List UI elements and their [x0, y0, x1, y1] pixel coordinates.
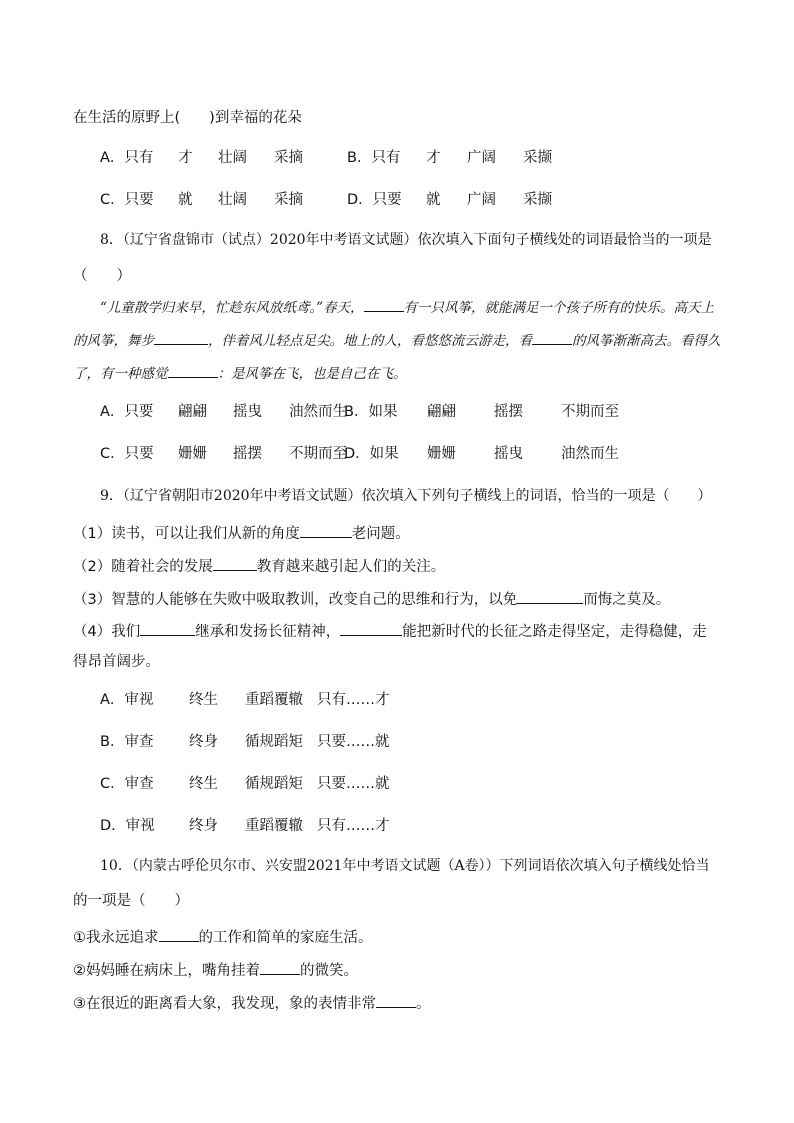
fill-blank[interactable] — [517, 589, 583, 604]
passage-text: 的风筝渐渐高去。看得久了，有一种感觉 — [73, 333, 721, 382]
option-word: 只要……就 — [317, 734, 390, 750]
passage-text: ：是风筝在飞，也是自己在飞。 — [217, 366, 407, 382]
passage-text: 有一只风筝，就能满足一个孩子所有的快乐。高天上的风筝，舞步 — [73, 300, 715, 349]
option-word: 只有……才 — [317, 818, 390, 834]
sentence-text: （3）智慧的人能够在失败中吸取教训，改变自己的思维和行为，以免 — [73, 592, 518, 608]
option-word: 重蹈覆辙 — [245, 818, 303, 834]
option-word: 摇曳 — [494, 446, 523, 462]
sentence-text: 。 — [416, 996, 431, 1012]
sentence-text: 能把新时代的长征之路走得坚定，走得稳健，走 — [402, 624, 707, 640]
sentence-text: 教育越来越引起人们的关注。 — [256, 559, 446, 575]
option-word: 终身 — [189, 818, 218, 834]
q10-sentence-3 — [73, 993, 431, 1014]
sentence-text: 老问题。 — [351, 526, 410, 542]
option-word: 采撷 — [523, 150, 552, 166]
option-word: 壮阔 — [218, 150, 247, 166]
option-label: C．只要 — [100, 446, 154, 462]
fill-blank[interactable] — [376, 993, 416, 1008]
sentence-text: ②妈妈睡在病床上，嘴角挂着 — [73, 963, 260, 979]
option-word: 翩翩 — [178, 404, 207, 420]
q10-sentence-1 — [73, 927, 373, 948]
option-label: A．审视 — [100, 692, 154, 708]
option-label: C．审查 — [100, 776, 154, 792]
option-word: 摇曳 — [233, 404, 262, 420]
option-word: 终身 — [189, 734, 218, 750]
fill-blank[interactable] — [213, 556, 257, 571]
q9-sentence-2 — [73, 556, 445, 577]
option-word: 重蹈覆辙 — [245, 692, 303, 708]
option-word: 油然而生 — [289, 404, 347, 420]
q7-stem-tail: 在生活的原野上( )到幸福的花朵 — [73, 110, 302, 126]
fill-blank[interactable] — [154, 330, 208, 345]
option-label: B．如果 — [344, 404, 398, 420]
option-label: C．只要 — [100, 192, 154, 208]
passage-text: “儿童散学归来早，忙趁东风放纸鸢。”春天， — [100, 300, 364, 316]
fill-blank[interactable] — [340, 621, 402, 636]
option-word: 终生 — [189, 692, 218, 708]
option-word: 壮阔 — [218, 192, 247, 208]
option-word: 不期而至 — [561, 404, 619, 420]
option-label: B．审查 — [100, 734, 154, 750]
q10-stem-cont: 的一项是（ ） — [73, 893, 189, 909]
q8-stem: 8．（辽宁省盘锦市（试点）2020年中考语文试题）依次填入下面句子横线处的词语最恰当的一项是 — [100, 232, 712, 248]
fill-blank[interactable] — [140, 621, 195, 636]
option-word: 不期而至 — [289, 446, 347, 462]
q8-answer-paren: （ ） — [73, 268, 131, 284]
sentence-text: ③在很近的距离看大象，我发现，象的表情非常 — [73, 996, 376, 1012]
fill-blank[interactable] — [260, 960, 300, 975]
option-word: 翩翩 — [427, 404, 456, 420]
q8-passage — [73, 292, 723, 391]
option-label: A．只要 — [100, 404, 154, 420]
fill-blank[interactable] — [159, 927, 199, 942]
fill-blank[interactable] — [168, 363, 218, 378]
sentence-text: 继承和发扬长征精神， — [195, 624, 341, 640]
option-word: 才 — [426, 150, 441, 166]
q10-stem: 10．（内蒙古呼伦贝尔市、兴安盟2021年中考语文试题（A卷））下列词语依次填入句子横线处恰当 — [100, 858, 710, 874]
q10-sentence-2 — [73, 960, 358, 981]
q9-sentence-3 — [73, 589, 670, 610]
q9-stem: 9．（辽宁省朝阳市2020年中考语文试题）依次填入下列句子横线上的词语，恰当的一项是（ ） — [100, 488, 712, 504]
sentence-text: （1）读书，可以让我们从新的角度 — [73, 526, 300, 542]
sentence-text: 而悔之莫及。 — [583, 592, 671, 608]
option-word: 油然而生 — [561, 446, 619, 462]
fill-blank[interactable] — [364, 297, 404, 312]
option-word: 广阔 — [467, 150, 496, 166]
option-word: 摇摆 — [233, 446, 262, 462]
option-label: B．只有 — [347, 150, 401, 166]
option-label: D．只要 — [347, 192, 402, 208]
sentence-text: 的工作和简单的家庭生活。 — [198, 930, 373, 946]
q9-sentence-4 — [73, 621, 707, 642]
option-word: 只有……才 — [317, 692, 390, 708]
option-word: 姗姗 — [178, 446, 207, 462]
fill-blank[interactable] — [300, 523, 352, 538]
sentence-text: 的微笑。 — [300, 963, 358, 979]
option-label: D．审视 — [100, 818, 155, 834]
fill-blank[interactable] — [532, 330, 572, 345]
option-word: 采撷 — [523, 192, 552, 208]
option-word: 只要……就 — [317, 776, 390, 792]
option-word: 广阔 — [467, 192, 496, 208]
passage-text: ，伴着风儿轻点足尖。地上的人，看悠悠流云游走，看 — [208, 333, 532, 349]
option-word: 采摘 — [274, 150, 303, 166]
option-word: 才 — [178, 150, 193, 166]
option-word: 姗姗 — [427, 446, 456, 462]
sentence-text: ①我永远追求 — [73, 930, 159, 946]
option-word: 循规蹈矩 — [245, 776, 303, 792]
q9-sentence-1 — [73, 523, 410, 544]
option-label: D．如果 — [344, 446, 399, 462]
option-word: 摇摆 — [494, 404, 523, 420]
option-label: A．只有 — [100, 150, 154, 166]
option-word: 循规蹈矩 — [245, 734, 303, 750]
sentence-text: （2）随着社会的发展 — [73, 559, 213, 575]
option-word: 终生 — [189, 776, 218, 792]
q9-sentence-4-cont: 得昂首阔步。 — [73, 654, 160, 670]
option-word: 就 — [178, 192, 193, 208]
option-word: 就 — [426, 192, 441, 208]
sentence-text: （4）我们 — [73, 624, 141, 640]
option-word: 采摘 — [274, 192, 303, 208]
